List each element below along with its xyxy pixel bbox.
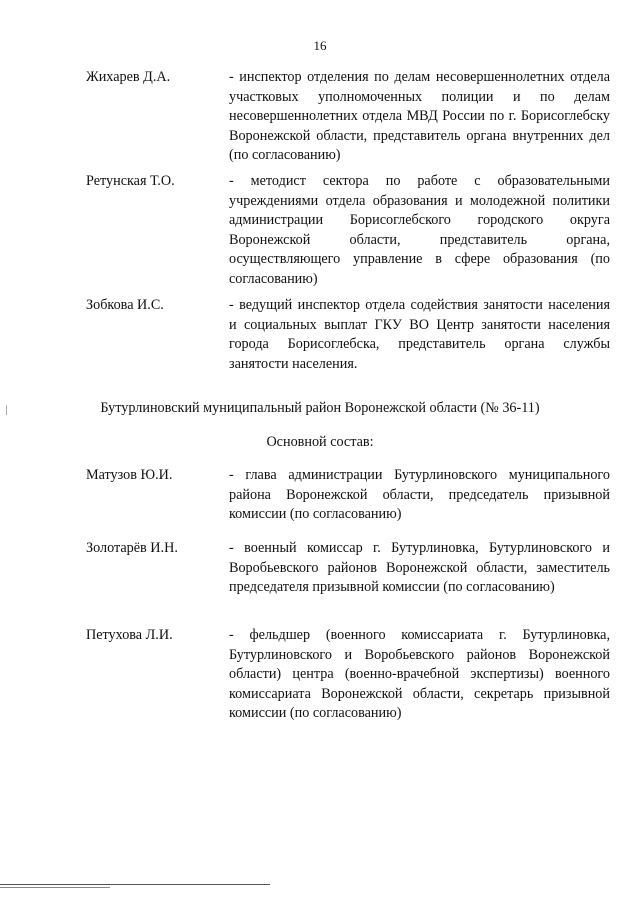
section-subtitle: Основной состав:	[266, 434, 374, 450]
footer-rule	[0, 887, 110, 888]
member-name: Петухова Л.И.	[86, 627, 173, 643]
member-description: - глава администрации Бутурлиновского муниципального района Воронежской области, председатель призывной комиссии (по согласованию)	[229, 467, 610, 522]
member-description: - фельдшер (военного комиссариата г. Бутурлиновка, Бутурлиновского и Воробьевского районов Воронежской области) центра (военно-врачебной экспертизы) военного комиссариата Воронежской области, секретарь призывной комиссии (по согласованию)	[229, 627, 610, 721]
member-name: Золотарёв И.Н.	[86, 540, 178, 556]
footer-rule	[0, 884, 270, 885]
page-number: 16	[313, 38, 327, 53]
member-description: - военный комиссар г. Бутурлиновка, Бутурлиновского и Воробьевского районов Воронежской области, заместитель председателя призывной комиссии (по согласованию)	[229, 540, 610, 595]
member-description: - ведущий инспектор отдела содействия занятости населения и социальных выплат ГКУ ВО Центр занятости населения города Борисоглебска, представитель органа службы занятости населения.	[229, 297, 610, 372]
member-description: - инспектор отделения по делам несовершеннолетних отдела участковых уполномоченных полиции и по делам несовершеннолетних отдела МВД России по г. Борисоглебску Воронежской области, представитель органа внутренних дел (по согласованию)	[229, 69, 610, 163]
member-name: Жихарев Д.А.	[86, 69, 171, 85]
section-title: Бутурлиновский муниципальный район Воронежской области (№ 36-11)	[100, 400, 540, 416]
member-name: Зобкова И.С.	[86, 297, 164, 313]
member-name: Матузов Ю.И.	[86, 467, 173, 483]
member-description: - методист сектора по работе с образовательными учреждениями отдела образования и молодежной политики администрации Борисоглебского городского округа Воронежской области, представитель органа, осуществляющего управление в сфере образования (по согласованию)	[229, 173, 610, 287]
member-name: Ретунская Т.О.	[86, 173, 175, 189]
